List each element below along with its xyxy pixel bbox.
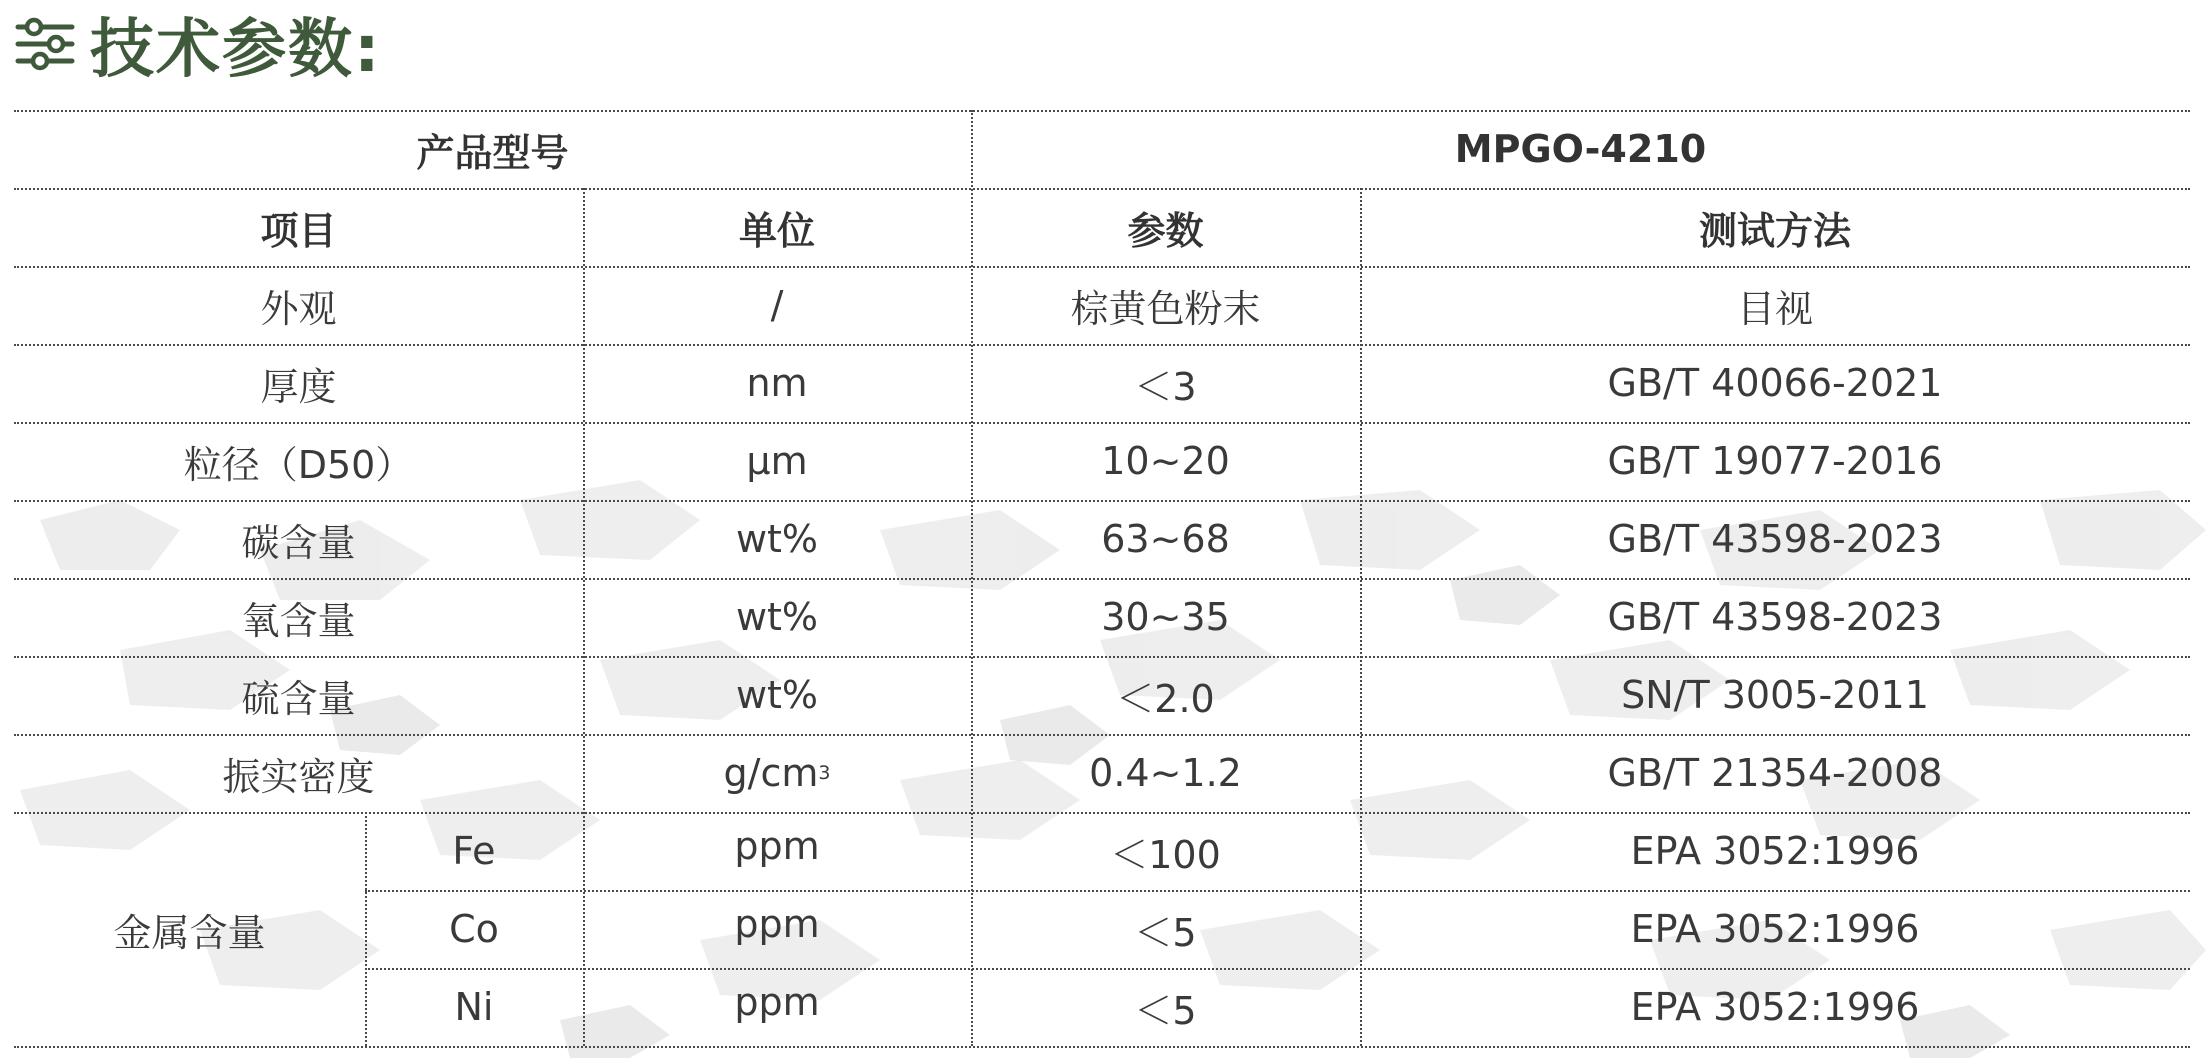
metal-element: Fe	[452, 829, 496, 873]
row-method: GB/T 40066-2021	[1607, 361, 1943, 405]
column-header-param: 参数	[1127, 208, 1204, 253]
metal-param: ＜100	[1110, 832, 1221, 877]
table-rule	[14, 1046, 2190, 1048]
row-unit: wt%	[735, 517, 819, 561]
sliders-icon	[14, 13, 76, 75]
column-header-unit: 单位	[738, 208, 815, 253]
row-item: 外观	[260, 286, 337, 331]
metal-method: EPA 3052:1996	[1630, 907, 1920, 951]
row-method: GB/T 43598-2023	[1607, 595, 1943, 639]
metal-unit: ppm	[734, 980, 820, 1024]
row-item: 碳含量	[241, 520, 356, 565]
metal-param: ＜5	[1134, 910, 1197, 955]
row-unit: wt%	[735, 673, 819, 717]
row-param: 63~68	[1101, 517, 1230, 561]
row-method: 目视	[1736, 286, 1813, 331]
row-param: 0.4~1.2	[1089, 751, 1242, 795]
row-param: 棕黄色粉末	[1070, 286, 1261, 331]
unit-superscript: 3	[818, 762, 831, 784]
row-unit: nm	[746, 361, 808, 405]
row-item: 粒径（D50）	[183, 442, 414, 487]
column-header-method: 测试方法	[1698, 208, 1851, 253]
section-header	[14, 4, 382, 87]
metal-unit: ppm	[734, 824, 820, 868]
metal-content-label: 金属含量	[113, 910, 266, 955]
row-param: ＜3	[1134, 364, 1197, 409]
row-param: ＜2.0	[1116, 676, 1215, 721]
metal-method: EPA 3052:1996	[1630, 985, 1920, 1029]
unit-base: g/cm	[723, 751, 819, 795]
row-unit: μm	[746, 439, 808, 483]
row-unit: /	[770, 283, 784, 327]
product-model-value: MPGO-4210	[1454, 127, 1707, 171]
metal-param: ＜5	[1134, 988, 1197, 1033]
row-item: 厚度	[260, 364, 337, 409]
metal-element: Co	[449, 907, 499, 951]
row-unit: wt%	[735, 595, 819, 639]
row-param: 30~35	[1101, 595, 1230, 639]
row-method: GB/T 21354-2008	[1607, 751, 1943, 795]
section-title: 技术参数:	[90, 13, 382, 87]
row-item: 振实密度	[222, 754, 375, 799]
product-model-label: 产品型号	[416, 130, 569, 175]
row-item: 硫含量	[241, 676, 356, 721]
metal-unit: ppm	[734, 902, 820, 946]
row-unit	[583, 734, 971, 812]
row-method: GB/T 19077-2016	[1607, 439, 1943, 483]
row-method: GB/T 43598-2023	[1607, 517, 1943, 561]
row-item: 氧含量	[241, 598, 356, 643]
row-method: SN/T 3005-2011	[1621, 673, 1929, 717]
row-param: 10~20	[1101, 439, 1230, 483]
metal-method: EPA 3052:1996	[1630, 829, 1920, 873]
spec-table	[14, 110, 2190, 1047]
metal-element: Ni	[454, 985, 494, 1029]
column-header-item: 项目	[260, 208, 337, 253]
